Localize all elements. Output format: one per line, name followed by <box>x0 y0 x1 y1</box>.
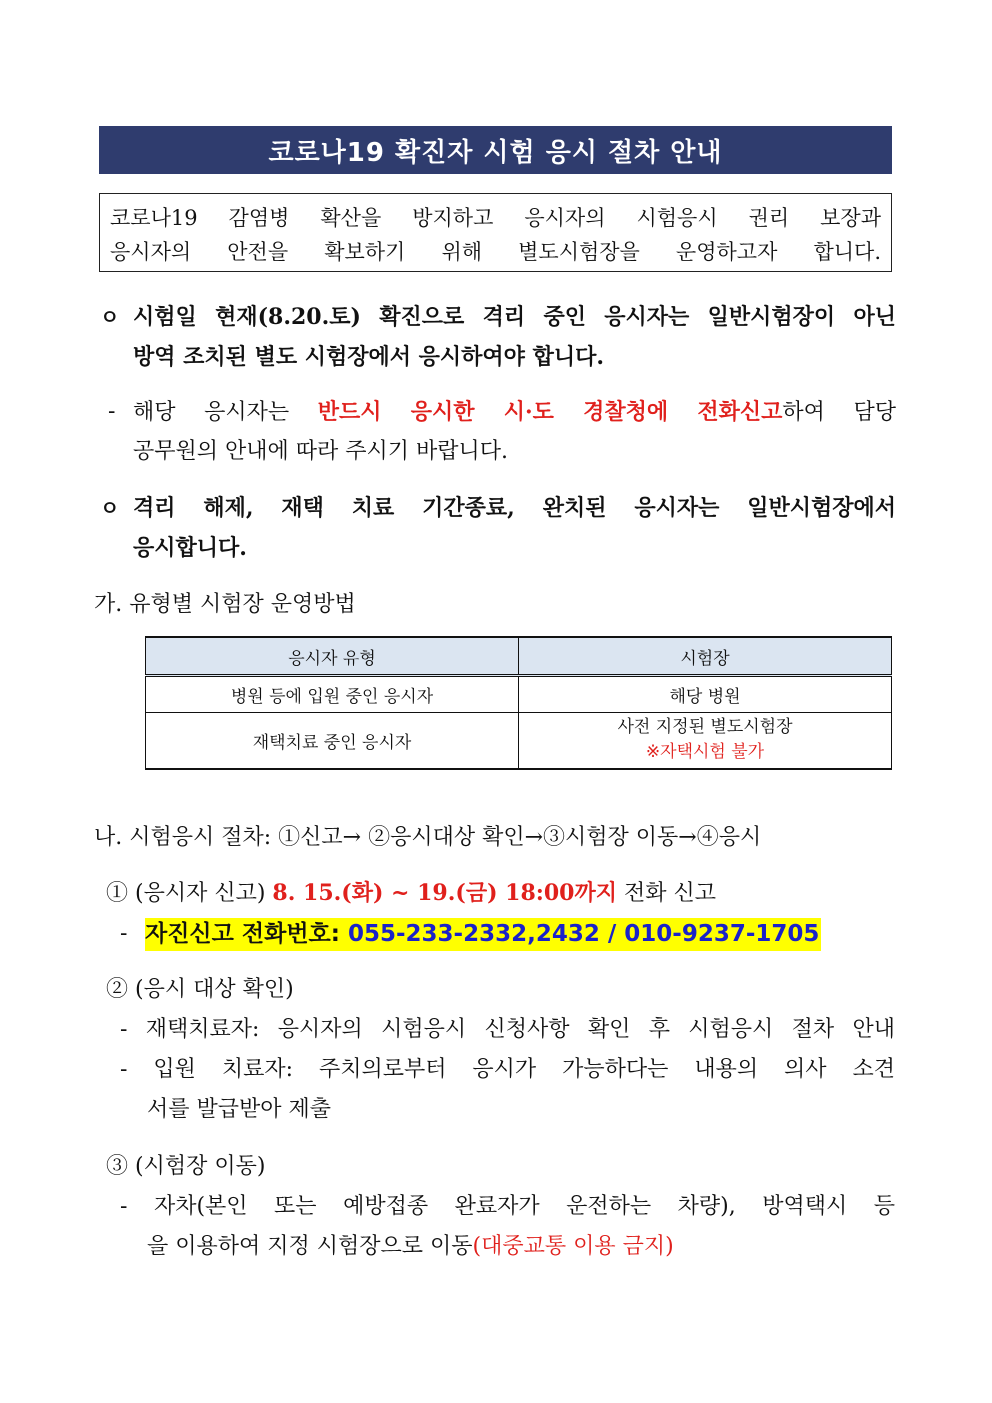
table-cell-type: 재택치료 중인 응시자 <box>146 713 519 769</box>
section-1-sub-suffix: 하여 담당 <box>782 400 896 425</box>
section-na-heading: 나. 시험응시 절차: ①신고→ ②응시대상 확인→③시험장 이동→④응시 <box>94 825 762 850</box>
table-header-type: 응시자 유형 <box>146 637 519 676</box>
step-2-item-2: - 입원 치료자: 주치의로부터 응시가 가능하다는 내용의 의사 소견 <box>120 1057 895 1082</box>
table-row <box>146 713 892 769</box>
table-row <box>146 676 892 713</box>
section-2-line-2: 응시합니다. <box>133 535 247 561</box>
step-1-suffix: 전화 신고 <box>617 881 716 906</box>
venue-note: ※자택시험 불가 <box>645 742 765 763</box>
step-3-item-1: - 자차(본인 또는 예방접종 완료자가 운전하는 차량), 방역택시 등 <box>120 1194 895 1219</box>
step-3-transit-warning: (대중교통 이용 금지) <box>472 1234 674 1259</box>
step-1-report <box>106 873 716 914</box>
step-2-label: ② (응시 대상 확인) <box>106 977 294 1002</box>
table-header-venue: 시험장 <box>519 637 892 676</box>
section-1-sub-line-2: 공무원의 안내에 따라 주시기 바랍니다. <box>133 439 508 464</box>
section-1-line-1: 시험일 현재(8.20.토) 확진으로 격리 중인 응시자는 일반시험장이 아닌 <box>133 304 896 330</box>
venue-name: 사전 지정된 별도시험장 <box>617 717 793 738</box>
phone-highlight <box>145 918 821 951</box>
step-3-move-text: 을 이용하여 지정 시험장으로 이동 <box>147 1234 473 1259</box>
intro-line-2: 응시자의 안전을 확보하기 위해 별도시험장을 운영하고자 합니다. <box>110 240 881 264</box>
step-1-label: ① (응시자 신고) <box>106 881 273 906</box>
section-ga-heading: 가. 유형별 시험장 운영방법 <box>94 592 356 617</box>
step-3-label: ③ (시험장 이동) <box>106 1154 266 1179</box>
table-header-row <box>146 637 892 676</box>
step-2-item-2-cont: 서를 발급받아 제출 <box>147 1097 332 1122</box>
exam-venue-table <box>145 636 892 770</box>
section-1-sub-line-1 <box>133 392 896 433</box>
section-1-line-2: 방역 조치된 별도 시험장에서 응시하여야 합니다. <box>133 344 604 370</box>
dash-marker: - <box>120 921 128 946</box>
intro-box <box>99 193 892 272</box>
intro-line-1: 코로나19 감염병 확산을 방지하고 응시자의 시험응시 권리 보장과 <box>110 206 881 230</box>
step-3-item-1-cont <box>147 1227 674 1267</box>
page-title: 코로나19 확진자 시험 응시 절차 안내 <box>99 126 892 174</box>
section-1-sub-prefix: 해당 응시자는 <box>133 400 318 425</box>
section-2-line-1: 격리 해제, 재택 치료 기간종료, 완치된 응시자는 일반시험장에서 <box>133 495 896 521</box>
table-cell-type: 병원 등에 입원 중인 응시자 <box>146 676 519 713</box>
table-cell-venue: 해당 병원 <box>519 676 892 713</box>
step-2-item-1: - 재택치료자: 응시자의 시험응시 신청사항 확인 후 시험응시 절차 안내 <box>120 1017 895 1042</box>
section-1-sub-emphasis: 반드시 응시한 시·도 경찰청에 전화신고 <box>317 399 783 425</box>
table-cell-venue <box>519 713 892 769</box>
step-1-deadline: 8. 15.(화) ~ 19.(금) 18:00까지 <box>272 880 617 906</box>
bullet-icon: ㅇ <box>100 496 120 520</box>
dash-marker: - <box>108 399 116 424</box>
bullet-icon: ㅇ <box>100 305 120 329</box>
phone-label: 자진신고 전화번호: <box>145 921 348 947</box>
phone-numbers: 055-233-2332,2432 / 010-9237-1705 <box>347 921 820 947</box>
